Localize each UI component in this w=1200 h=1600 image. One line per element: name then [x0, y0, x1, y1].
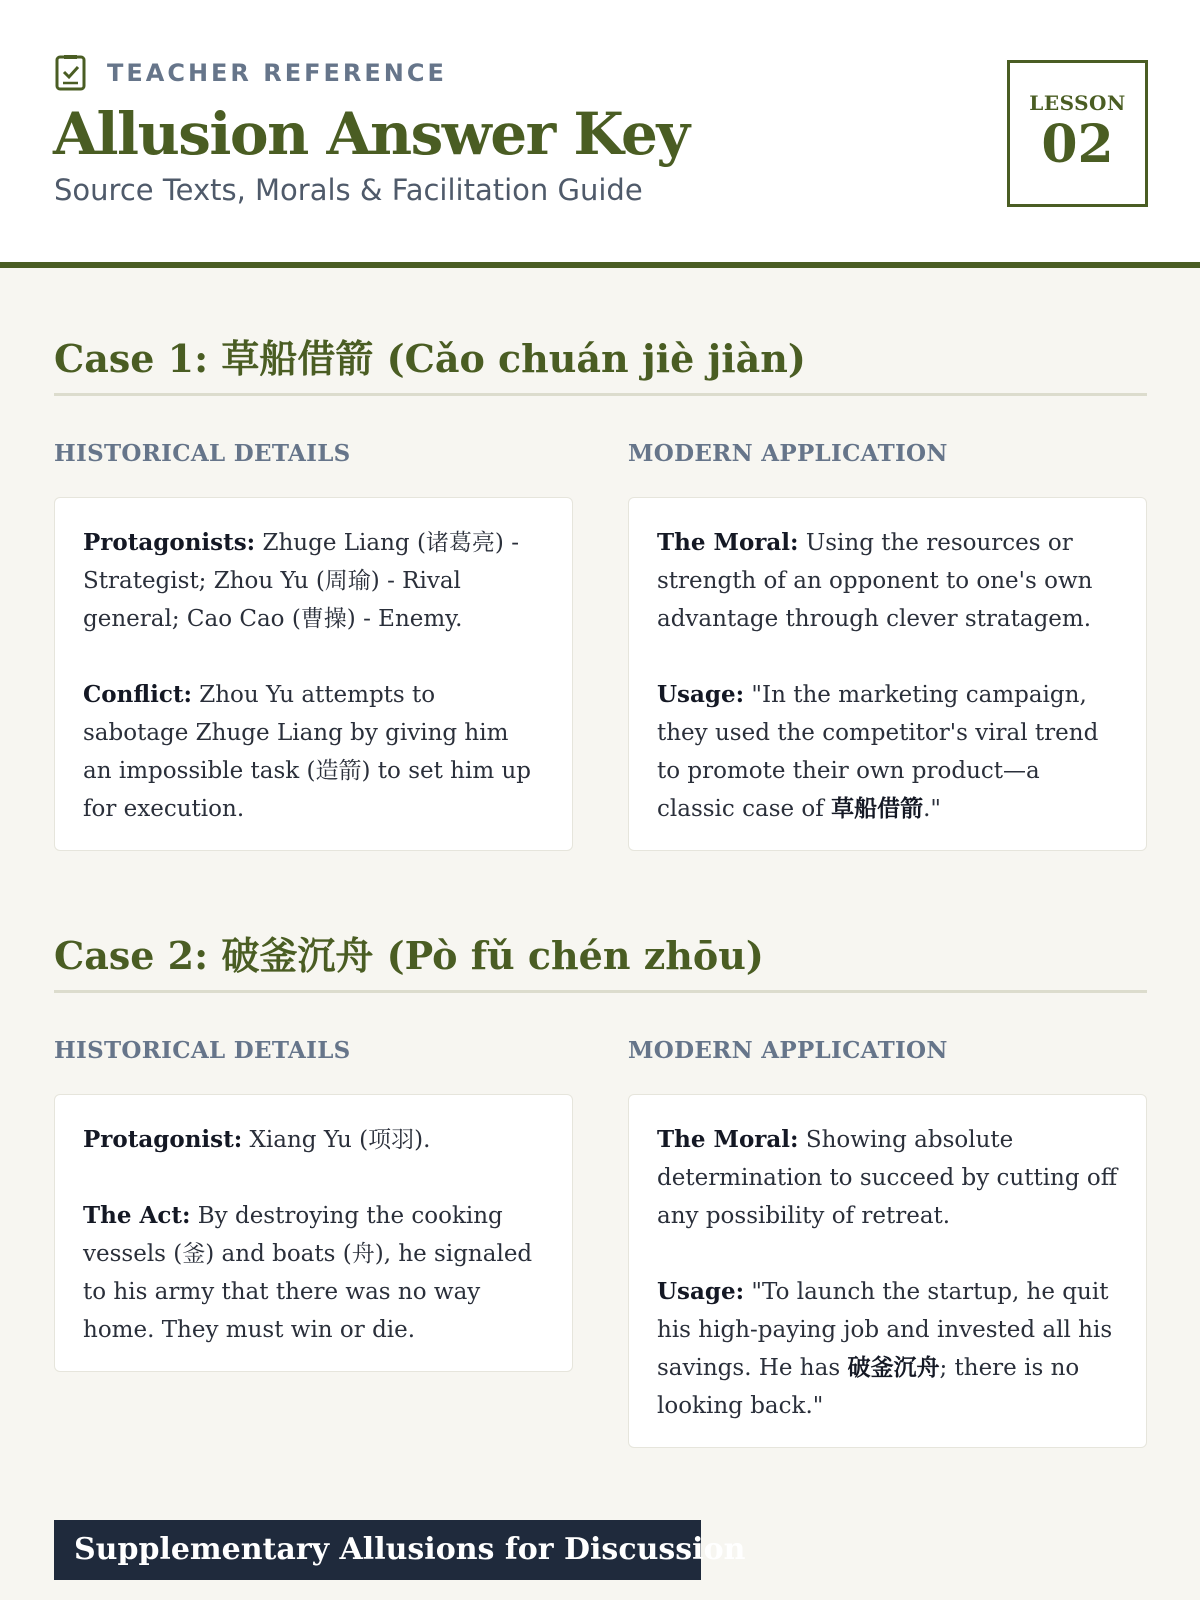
moral-term: The Moral:: [657, 1126, 799, 1153]
detail-text: Zhuge Liang (诸葛亮) - Strategist; Zhou Yu (周瑜) - Rival general; Cao Cao (曹操) - Enemy.: [83, 530, 519, 632]
moral-text: Showing absolute determination to succeed by cutting off any possibility of retreat.: [657, 1127, 1118, 1229]
usage-idiom: 草船借箭: [831, 795, 924, 822]
usage-paragraph: [657, 676, 1118, 828]
historical-details-card: [54, 497, 573, 851]
case-divider: [54, 393, 1147, 396]
historical-details-label: HISTORICAL DETAILS: [54, 440, 351, 467]
detail-text: Zhou Yu attempts to sabotage Zhuge Liang by giving him an impossible task (造箭) to set him up for execution.: [83, 682, 531, 822]
supplementary-heading: Supplementary Allusions for Discussion: [54, 1520, 701, 1580]
detail-paragraph: [83, 676, 544, 828]
detail-paragraph: [83, 1197, 544, 1349]
case-title: Case 2: 破釜沉舟 (Pò fǔ chén zhōu): [54, 933, 764, 978]
case-title: Case 1: 草船借箭 (Cǎo chuán jiè jiàn): [54, 336, 806, 381]
page-header: [0, 0, 1200, 268]
modern-application-card: [628, 497, 1147, 851]
usage-term: Usage:: [657, 681, 745, 708]
detail-term: Conflict:: [83, 681, 192, 708]
usage-text: "To launch the startup, he quit his high-paying job and invested all his savings. He has: [657, 1279, 1113, 1381]
page-subtitle: Source Texts, Morals & Facilitation Guide: [54, 173, 643, 207]
page-title: Allusion Answer Key: [53, 100, 689, 168]
detail-term: The Act:: [83, 1202, 191, 1229]
moral-paragraph: [657, 524, 1118, 638]
moral-paragraph: [657, 1121, 1118, 1235]
modern-application-card: [628, 1094, 1147, 1448]
historical-details-card: [54, 1094, 573, 1372]
usage-paragraph: [657, 1273, 1118, 1425]
modern-application-label: MODERN APPLICATION: [628, 440, 948, 467]
usage-term: Usage:: [657, 1278, 745, 1305]
historical-details-label: HISTORICAL DETAILS: [54, 1037, 351, 1064]
usage-text-end: .": [923, 796, 941, 822]
detail-term: Protagonists:: [83, 529, 256, 556]
lesson-badge: [1007, 60, 1148, 207]
reference-label: TEACHER REFERENCE: [107, 59, 447, 87]
clipboard-check-icon: [54, 54, 89, 92]
usage-text-end: ; there is no looking back.": [657, 1355, 1080, 1419]
case-divider: [54, 990, 1147, 993]
lesson-number: 02: [1041, 114, 1114, 175]
moral-text: Using the resources or strength of an opponent to one's own advantage through clever stratagem.: [657, 530, 1093, 632]
detail-term: Protagonist:: [83, 1126, 243, 1153]
detail-text: Xiang Yu (项羽).: [242, 1127, 431, 1153]
modern-application-label: MODERN APPLICATION: [628, 1037, 948, 1064]
detail-paragraph: [83, 1121, 544, 1159]
usage-text: "In the marketing campaign, they used the competitor's viral trend to promote their own product—a classic case of: [657, 682, 1099, 822]
moral-term: The Moral:: [657, 529, 799, 556]
lesson-label: LESSON: [1029, 91, 1126, 115]
usage-idiom: 破釜沉舟: [847, 1354, 940, 1381]
reference-row: [54, 54, 447, 92]
detail-paragraph: [83, 524, 544, 638]
detail-text: By destroying the cooking vessels (釜) and boats (舟), he signaled to his army that there was no way home. They must win or die.: [83, 1203, 533, 1343]
